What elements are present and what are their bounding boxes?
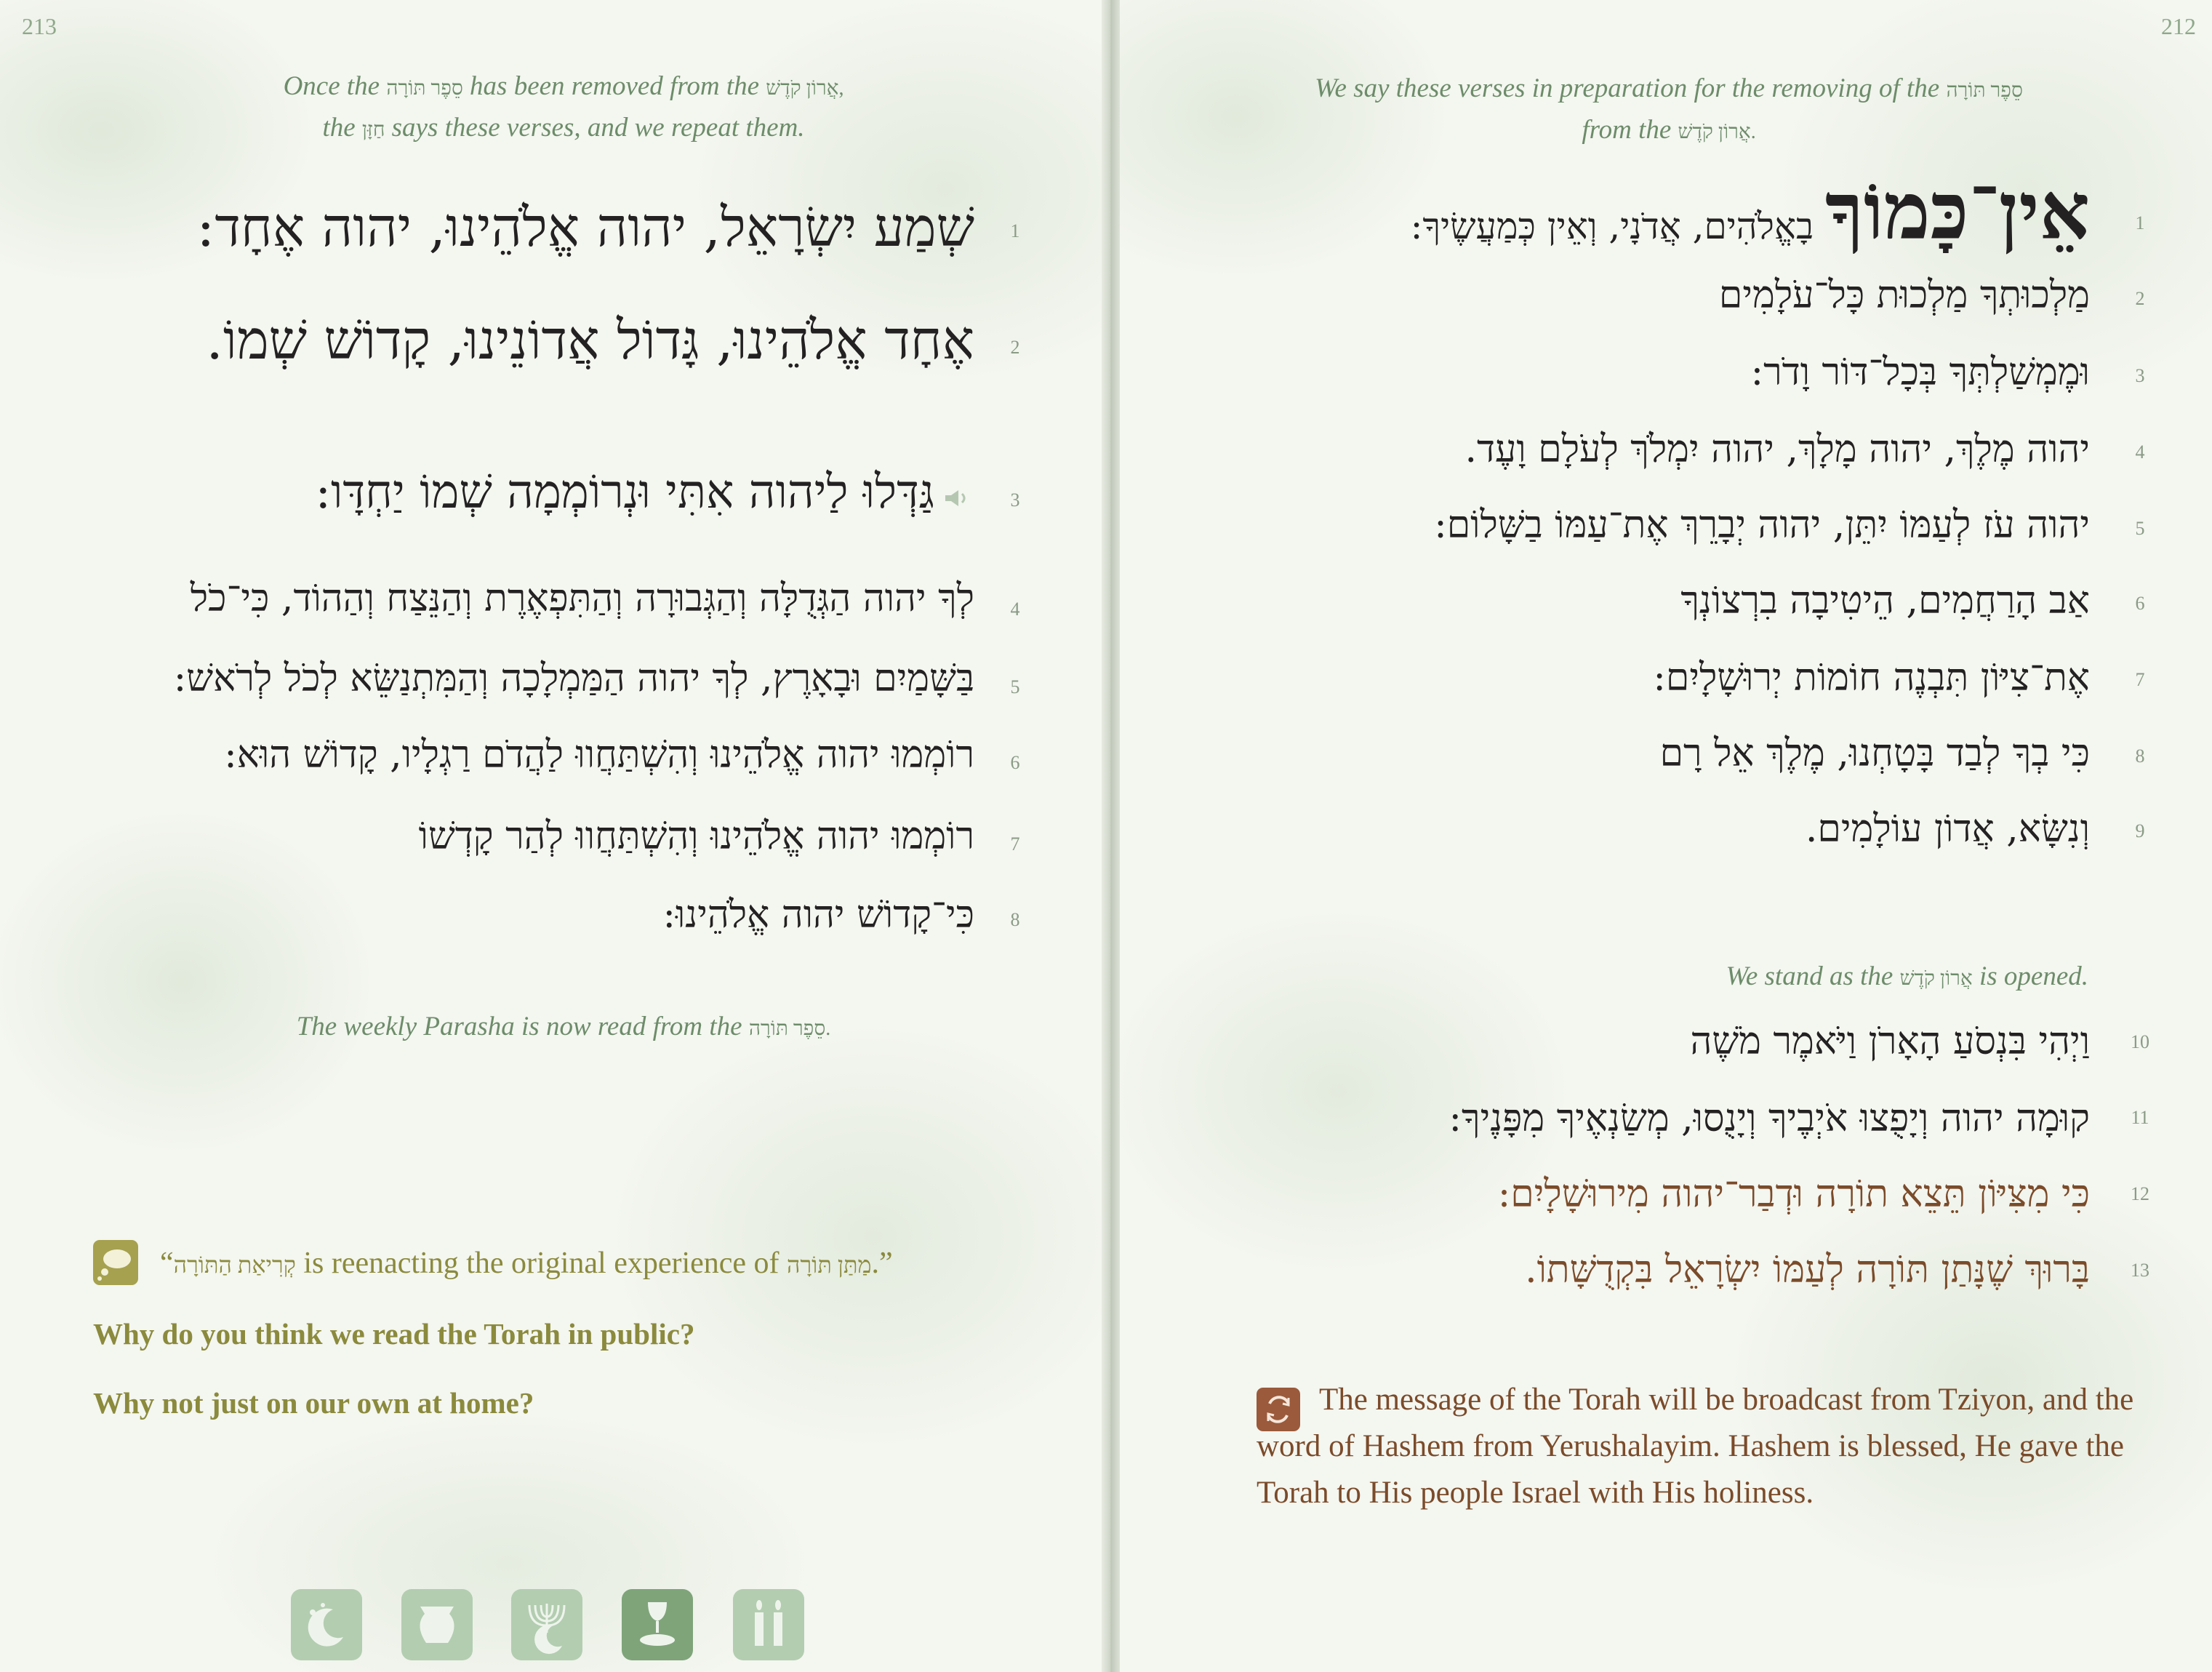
verse-number: 5	[1010, 676, 1020, 697]
verse-number: 7	[2135, 669, 2145, 690]
verse-number: 8	[2135, 745, 2145, 767]
verse-number: 11	[2131, 1107, 2149, 1128]
verse-7: אֶת־צִיּוֹן תִּבְנֶה חוֹמוֹת יְרוּשָׁלָיִם:	[1653, 656, 2090, 700]
jug-icon[interactable]	[401, 1589, 473, 1660]
instruction-text: has been removed from the	[470, 71, 760, 101]
instruction-hebrew: סֵפֶר תּוֹרָה	[386, 77, 463, 100]
verse-number: 12	[2131, 1183, 2149, 1204]
verse-5: בַּשָּׁמַיִם וּבָאָרֶץ, לְךָ יהוה הַמַּמְלָכָה וְהַמִּתְנַשֵּׂא לְכֹל לְרֹאשׁ:	[173, 657, 974, 700]
shofar-icon	[944, 489, 969, 508]
note-text: The weekly Parasha is now read from the	[296, 1012, 742, 1041]
verse-8: כִּי־קָדוֹשׁ יהוה אֱלֹהֵינוּ:	[662, 893, 974, 937]
menorah-icon[interactable]	[511, 1589, 582, 1660]
instruction-text: from the	[1582, 115, 1672, 145]
moon-stars-icon[interactable]	[291, 1589, 362, 1660]
verse-number: 9	[2135, 820, 2145, 841]
stand-note	[1726, 957, 2088, 999]
verse-number: 13	[2131, 1260, 2149, 1281]
verse-11: קוּמָה יהוה וְיָפֻצוּ אֹיְבֶיךָ וְיָנֻסוּ, מְשַׂנְאֶיךָ מִפָּנֶיךָ:	[1448, 1097, 2090, 1140]
verse-number: 2	[1010, 337, 1020, 358]
instruction-hebrew: אֲרוֹן קֹדֶשׁ.	[1678, 121, 1756, 143]
verse-6: רוֹמְמוּ יהוה אֱלֹהֵינוּ וְהִשְׁתַּחֲווּ לַהֲדֹם רַגְלָיו, קָדוֹשׁ הוּא:	[224, 733, 974, 777]
verse-3: וּמֶמְשַׁלְתְּךָ בְּכָל־דּוֹר וָדֹר:	[1750, 351, 2090, 394]
discussion-question-1: Why do you think we read the Torah in public?	[93, 1317, 695, 1351]
note-text: is opened.	[1979, 961, 2088, 991]
verse-4: לְךָ יהוה הַגְּדֻלָּה וְהַגְּבוּרָה וְהַתִּפְאֶרֶת וְהַנֵּצַח וְהַהוֹד, כִּי־כֹל	[190, 577, 974, 620]
verse-6: אַב הָרַחֲמִים, הֵיטִיבָה בִרְצוֹנְךָ	[1680, 579, 2090, 623]
page-number: 212	[2161, 13, 2196, 39]
section-icons	[291, 1589, 814, 1662]
torah-removed-instruction	[145, 67, 982, 150]
instruction-text: the	[322, 113, 356, 143]
verse-10: וַיְהִי בִּנְסֹעַ הָאָרֹן וַיֹּאמֶר מֹשֶׁה	[1690, 1020, 2090, 1063]
instruction-text: says these verses, and we repeat them.	[391, 113, 805, 143]
instruction-text: We say these verses in preparation for the removing of the	[1315, 73, 1940, 103]
verse-8: כִּי בְךָ לְבַד בָּטָחְנוּ, מֶלֶךְ אֵל רָם	[1659, 732, 2090, 775]
page-number: 213	[22, 13, 57, 39]
quote-hebrew: מַתַּן תּוֹרָה	[787, 1252, 872, 1278]
verse-1	[1411, 166, 2090, 258]
verse-opening-word: אֵין־כָּמוֹךָ	[1824, 166, 2090, 257]
verse-number: 1	[1010, 220, 1020, 241]
instruction-hebrew: חַזָּן	[361, 119, 385, 141]
translation-summary	[1257, 1377, 2147, 1516]
verse-number: 5	[2135, 518, 2145, 539]
thought-bubble-icon	[93, 1240, 138, 1285]
verse-number: 6	[1010, 752, 1020, 773]
verse-4: יהוה מֶלֶךְ, יהוה מָלָךְ, יהוה יִמְלֹךְ לְעֹלָם וָעֶד.	[1464, 428, 2090, 471]
verse-number: 1	[2135, 212, 2145, 233]
discussion-question-2: Why not just on our own at home?	[93, 1386, 534, 1420]
verse-number: 10	[2131, 1031, 2149, 1052]
candles-icon[interactable]	[733, 1589, 804, 1660]
verse-5: יהוה עֹז לְעַמּוֹ יִתֵּן, יהוה יְבָרֵךְ אֶת־עַמּוֹ בַשָּׁלוֹם:	[1434, 503, 2090, 547]
note-text: We stand as the	[1726, 961, 1894, 991]
verse-7: רוֹמְמוּ יהוה אֱלֹהֵינוּ וְהִשְׁתַּחֲווּ לְהַר קָדְשׁוֹ	[418, 815, 974, 858]
verse-number: 7	[1010, 833, 1020, 855]
kiddush-cup-icon[interactable]	[622, 1589, 693, 1660]
verse-13: בָּרוּךְ שֶׁנָּתַן תּוֹרָה לְעַמּוֹ יִשְׂרָאֵל בִּקְדֻשָּׁתוֹ.	[1525, 1248, 2090, 1292]
parasha-note	[145, 1007, 982, 1049]
instruction-text: Once the	[283, 71, 380, 101]
verse-number: 6	[2135, 593, 2145, 614]
verse-text: בָאֱלֹהִים, אֲדֹנָי, וְאֵין כְּמַעֲשֶׂיךָ:	[1410, 205, 1814, 247]
verse-2: מַלְכוּתְךָ מַלְכוּת כָּל־עֹלָמִים	[1718, 273, 2090, 317]
verse-number: 4	[2135, 441, 2145, 463]
note-hebrew: סֵפֶר תּוֹרָה.	[748, 1017, 831, 1040]
verse-number: 3	[2135, 365, 2145, 386]
verse-number: 4	[1010, 599, 1020, 620]
book-gutter	[1102, 0, 1120, 1672]
verse-12: כִּי מִצִּיּוֹן תֵּצֵא תוֹרָה וּדְבַר־יהוה מִירוּשָׁלָיִם:	[1497, 1172, 2090, 1216]
quote-mark: “	[160, 1247, 174, 1280]
verse-9: וְנִשָּׂא, אֲדוֹן עוֹלָמִים.	[1805, 807, 2090, 851]
verse-1: שְׁמַע יִשְׂרָאֵל, יהוה אֱלֹהֵינוּ, יהוה אֶחָד:	[196, 196, 974, 259]
verse-2: אֶחָד אֱלֹהֵינוּ, גָּדוֹל אֲדוֹנֵינוּ, קָדוֹשׁ שְׁמוֹ.	[206, 309, 974, 372]
verse-number: 3	[1010, 489, 1020, 511]
preparation-instruction	[1258, 69, 2080, 152]
quote-mark: .”	[871, 1247, 893, 1280]
quote-hebrew: קְרִיאַת הַתּוֹרָה	[173, 1252, 296, 1278]
left-page	[0, 0, 1102, 1672]
quote-text: is reenacting the original experience of	[303, 1247, 780, 1280]
verse-3: גַּדְּלוּ לַיהוה אִתִּי וּנְרוֹמְמָה שְׁמוֹ יַחְדָּו:	[315, 465, 934, 519]
note-hebrew: אֲרוֹן קֹדֶשׁ	[1899, 967, 1973, 990]
verse-number: 2	[2135, 288, 2145, 309]
summary-text: The message of the Torah will be broadcast from Tziyon, and the word of Hashem from Yerushalayim. Hashem is blessed, He gave the Torah to His people Israel with His holiness.	[1257, 1383, 2134, 1510]
instruction-hebrew: אֲרוֹן קֹדֶשׁ,	[766, 77, 844, 100]
instruction-hebrew: סֵפֶר תּוֹרָה	[1946, 79, 2023, 102]
verse-number: 8	[1010, 909, 1020, 930]
